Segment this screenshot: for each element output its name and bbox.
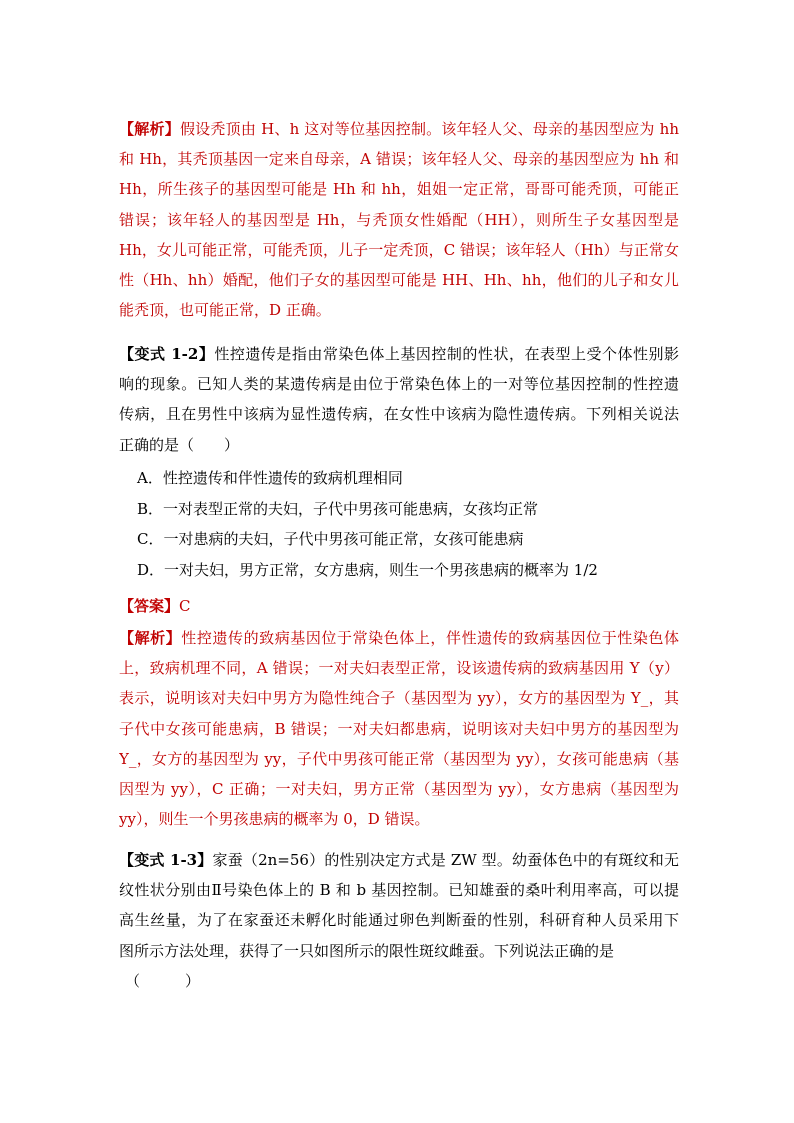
analysis-1 [119, 114, 679, 325]
option-d: D．一对夫妇，男方正常，女方患病，则生一个男孩患病的概率为 1/2 [137, 560, 598, 579]
answer-1-2 [119, 591, 679, 621]
answer-value: C [179, 597, 191, 615]
question-line: 【变式 1-2】性控遗传是指由常染色体上基因控制的性状，在表型上受个体性别影 [119, 345, 679, 363]
options-list [119, 463, 679, 585]
analysis-2-line: 子代中女孩可能患病，B 错误；一对夫妇都患病，说明该对夫妇中男方的基因型为 [119, 719, 679, 738]
question-line: （ ） [125, 971, 201, 990]
analysis-2-line: 因型为 yy），C 正确；一对夫妇，男方正常（基因型为 yy），女方患病（基因型为 [119, 779, 679, 798]
analysis-label: 【解析】 [119, 629, 182, 647]
analysis-label: 【解析】 [119, 120, 180, 138]
analysis-1-line: 【解析】假设秃顶由 H、h 这对等位基因控制。该年轻人父、母亲的基因型应为 hh [119, 120, 679, 138]
variant-1-3-question [119, 845, 679, 996]
analysis-1-line: 性（Hh、hh）婚配，他们子女的基因型可能是 HH、Hh、hh，他们的儿子和女儿 [119, 270, 679, 289]
question-line: 响的现象。已知人类的某遗传病是由位于常染色体上的一对等位基因控制的性控遗 [119, 375, 679, 394]
analysis-2-line: 【解析】性控遗传的致病基因位于常染色体上，伴性遗传的致病基因位于性染色体 [119, 629, 679, 647]
answer-label: 【答案】 [119, 597, 180, 615]
question-line: 【变式 1-3】家蚕（2n=56）的性别决定方式是 ZW 型。幼蚕体色中的有斑纹和无 [119, 851, 679, 869]
analysis-1-line: 和 Hh，其秃顶基因一定来自母亲，A 错误；该年轻人父、母亲的基因型应为 hh 和 [119, 150, 679, 169]
analysis-1-line: 能秃顶，也可能正常，D 正确。 [119, 301, 331, 320]
option-a: A．性控遗传和伴性遗传的致病机理相同 [137, 469, 403, 487]
option-b: B．一对表型正常的夫妇，子代中男孩可能患病，女孩均正常 [137, 499, 539, 518]
question-line: 传病，且在男性中该病为显性遗传病，在女性中该病为隐性遗传病。下列相关说法 [119, 405, 679, 424]
analysis-2-line: Y_，女方的基因型为 yy，子代中男孩可能正常（基因型为 yy），女孩可能患病（基 [119, 749, 679, 768]
variant-1-2-question [119, 339, 679, 460]
variant-label: 【变式 1-2】 [119, 345, 215, 363]
question-line: 高生丝量，为了在家蚕还未孵化时能通过卵色判断蚕的性别，科研育种人员采用下 [119, 911, 679, 930]
question-line: 图所示方法处理，获得了一只如图所示的限性斑纹雌蚕。下列说法正确的是 [119, 941, 615, 960]
answer-line [119, 591, 679, 621]
analysis-2-line: yy），则生一个男孩患病的概率为 0，D 错误。 [119, 810, 430, 829]
analysis-1-line: Hh，所生孩子的基因型可能是 Hh 和 hh，姐姐一定正常，哥哥可能秃顶，可能正 [119, 180, 679, 199]
variant-label: 【变式 1-3】 [119, 851, 213, 869]
analysis-2 [119, 623, 679, 834]
analysis-1-line: 错误；该年轻人的基因型是 Hh，与秃顶女性婚配（HH），则所生子女基因型是 [119, 210, 679, 229]
analysis-1-line: Hh，女儿可能正常，可能秃顶，儿子一定秃顶，C 错误；该年轻人（Hh）与正常女 [119, 240, 679, 259]
question-line: 纹性状分别由Ⅱ号染色体上的 B 和 b 基因控制。已知雄蚕的桑叶利用率高，可以提 [119, 881, 679, 900]
analysis-2-line: 表示，说明该对夫妇中男方为隐性纯合子（基因型为 yy），女方的基因型为 Y_，其 [119, 689, 679, 708]
analysis-2-line: 上，致病机理不同，A 错误；一对夫妇表型正常，设该遗传病的致病基因用 Y（y） [119, 659, 679, 678]
option-c: C．一对患病的夫妇，子代中男孩可能正常，女孩可能患病 [137, 530, 524, 548]
question-line: 正确的是（ ） [119, 435, 240, 454]
